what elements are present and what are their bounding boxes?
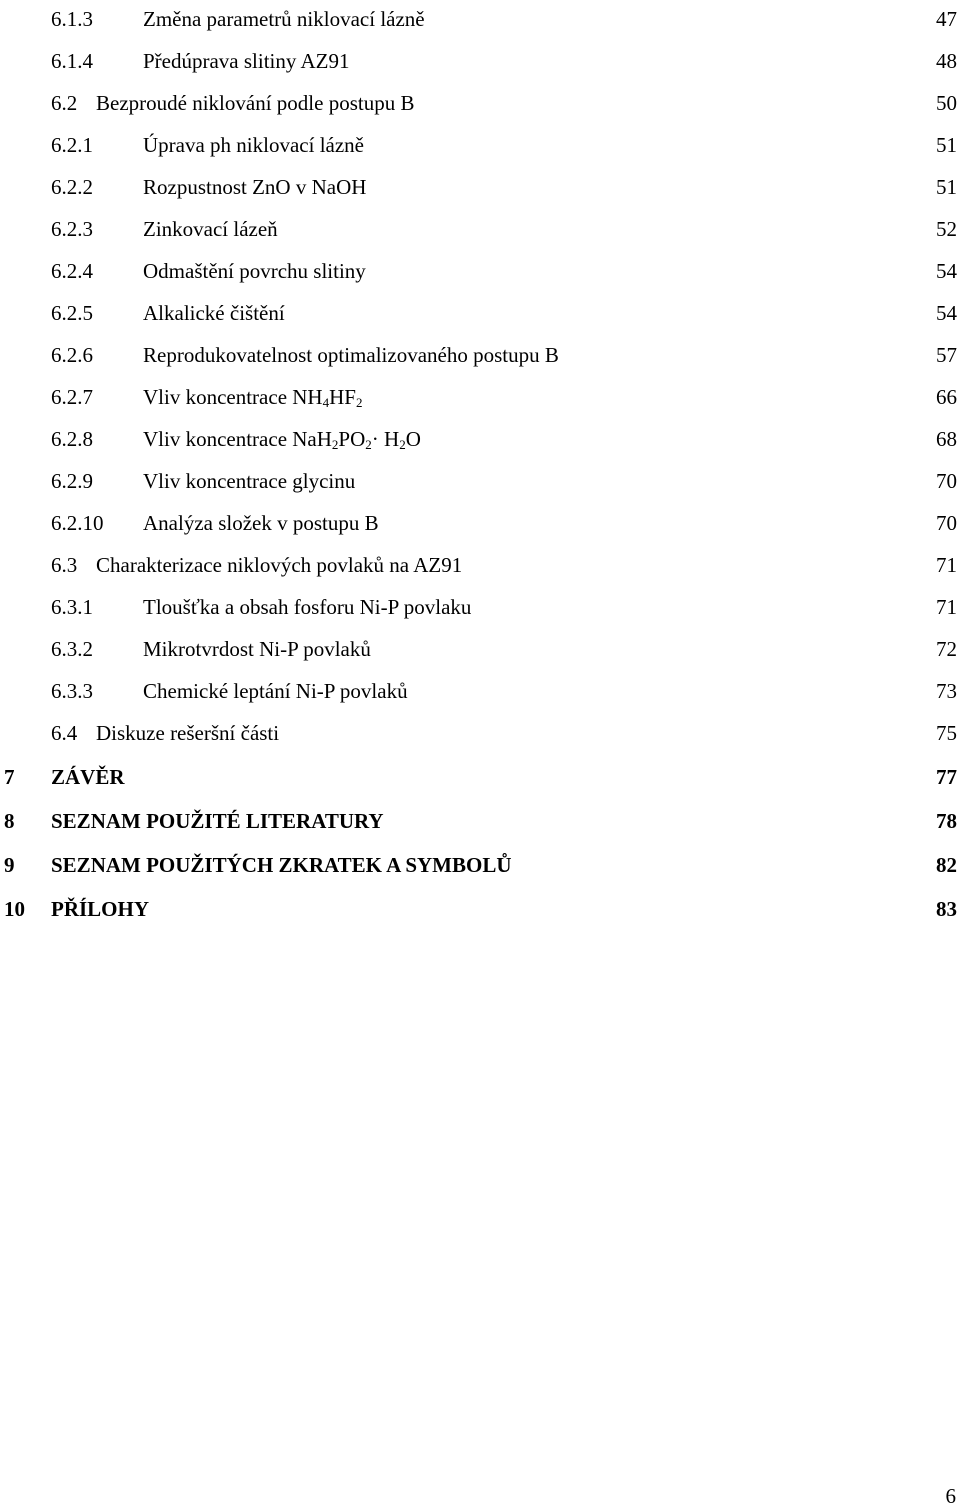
toc-entry[interactable] <box>0 676 957 706</box>
toc-entry-number: 6.3.2 <box>51 637 93 661</box>
toc-entry-page: 70 <box>936 469 957 493</box>
toc-entry-page: 57 <box>936 343 957 367</box>
toc-entry-page: 52 <box>936 217 957 241</box>
toc-entry[interactable] <box>0 806 957 836</box>
toc-entry-title: Reprodukovatelnost optimalizovaného postupu B <box>143 343 559 367</box>
toc-entry-title: Bezproudé niklování podle postupu B <box>96 91 415 115</box>
toc-entry-number: 6.3 <box>51 553 78 577</box>
toc-entry-page: 68 <box>936 427 957 451</box>
toc-entry-title: Odmaštění povrchu slitiny <box>143 259 366 283</box>
toc-entry-number: 6.1.3 <box>51 7 93 31</box>
toc-entry-title: Charakterizace niklových povlaků na AZ91 <box>96 553 463 577</box>
toc-entry-number: 6.2.5 <box>51 301 93 325</box>
toc-entry-title: Diskuze rešeršní části <box>96 721 280 745</box>
toc-entry[interactable] <box>0 550 957 580</box>
toc-entry-page: 70 <box>936 511 957 535</box>
toc-entry-title: Vliv koncentrace $NaH_2PO_2\cdot H_2O$ <box>143 427 421 452</box>
toc-entry-number: 6.2.1 <box>51 133 93 157</box>
toc-entry-number: 6.2.9 <box>51 469 93 493</box>
toc-entry-title: SEZNAM POUŽITÉ LITERATURY <box>51 809 384 833</box>
toc-entry-title: Chemické leptání Ni-P povlaků <box>143 679 408 703</box>
toc-entry-title: Tloušťka a obsah fosforu Ni-P povlaku <box>143 595 472 619</box>
toc-entry[interactable] <box>0 46 957 76</box>
toc-entry-title: Zinkovací lázeň <box>143 217 278 241</box>
toc-entry-title: Změna parametrů niklovací lázně <box>143 7 425 31</box>
toc-entry-page: 66 <box>936 385 957 409</box>
toc-entry-page: 77 <box>936 765 957 789</box>
toc-entry-title: Úprava ph niklovací lázně <box>143 133 364 157</box>
toc-entry-number: 7 <box>4 765 15 789</box>
toc-entry-title: Předúprava slitiny AZ91 <box>143 49 350 73</box>
toc-entry-number: 6.3.3 <box>51 679 93 703</box>
toc-entry[interactable] <box>0 214 957 244</box>
toc-entry[interactable] <box>0 88 957 118</box>
toc-entry-page: 51 <box>936 175 957 199</box>
toc-entry[interactable] <box>0 424 957 454</box>
toc-entry[interactable] <box>0 4 957 34</box>
toc-entry-page: 75 <box>936 721 957 745</box>
toc-entry-number: 6.2.10 <box>51 511 104 535</box>
toc-entry-number: 8 <box>4 809 15 833</box>
toc-entry[interactable] <box>0 298 957 328</box>
toc-entry-number: 6.4 <box>51 721 78 745</box>
toc-entry-page: 78 <box>936 809 957 833</box>
toc-entry[interactable] <box>0 634 957 664</box>
toc-entry-page: 71 <box>936 553 957 577</box>
toc-entry-number: 6.2.6 <box>51 343 93 367</box>
toc-entry-page: 51 <box>936 133 957 157</box>
toc-entry[interactable] <box>0 508 957 538</box>
page-number: 6 <box>945 1484 956 1508</box>
toc-entry-page: 71 <box>936 595 957 619</box>
toc-entry-page: 47 <box>936 7 957 31</box>
toc-entry-number: 10 <box>4 897 25 921</box>
toc-entry-title: Mikrotvrdost Ni-P povlaků <box>143 637 371 661</box>
toc-entry[interactable] <box>0 382 957 412</box>
toc-entry[interactable] <box>0 850 957 880</box>
toc-entry-page: 50 <box>936 91 957 115</box>
toc-entry-number: 6.2.4 <box>51 259 93 283</box>
toc-entry-page: 54 <box>936 301 957 325</box>
toc-entry[interactable] <box>0 592 957 622</box>
toc-entry-page: 83 <box>936 897 957 921</box>
toc-entry[interactable] <box>0 894 957 924</box>
toc-entry-number: 6.2.2 <box>51 175 93 199</box>
toc-entry-title: Analýza složek v postupu B <box>143 511 379 535</box>
toc-entry-page: 73 <box>936 679 957 703</box>
toc-entry-number: 6.2.7 <box>51 385 93 409</box>
toc-entry-page: 72 <box>936 637 957 661</box>
toc-entry-title: Vliv koncentrace glycinu <box>143 469 356 493</box>
toc-entry-number: 6.2 <box>51 91 78 115</box>
toc-entry-title: Vliv koncentrace $NH_4HF_2$ <box>143 385 363 410</box>
toc-entry-page: 82 <box>936 853 957 877</box>
toc-entry[interactable] <box>0 340 957 370</box>
toc-entry-title: Rozpustnost ZnO v NaOH <box>143 175 367 199</box>
toc-entry-number: 6.3.1 <box>51 595 93 619</box>
toc-entry[interactable] <box>0 130 957 160</box>
toc-entry-page: 54 <box>936 259 957 283</box>
toc-entry-title: SEZNAM POUŽITÝCH ZKRATEK A SYMBOLŮ <box>51 853 512 877</box>
toc-entry[interactable] <box>0 172 957 202</box>
toc-entry-number: 6.2.8 <box>51 427 93 451</box>
toc-entry-title: Alkalické čištění <box>143 301 285 325</box>
toc-entry-page: 48 <box>936 49 957 73</box>
toc-entry-number: 6.1.4 <box>51 49 93 73</box>
toc-entry[interactable] <box>0 762 957 792</box>
toc-entry-title: ZÁVĚR <box>51 765 125 789</box>
toc-entry[interactable] <box>0 718 957 748</box>
toc-entry-title: PŘÍLOHY <box>51 897 150 921</box>
toc-entry-number: 9 <box>4 853 15 877</box>
toc-entry[interactable] <box>0 466 957 496</box>
toc-entry-number: 6.2.3 <box>51 217 93 241</box>
toc-entry[interactable] <box>0 256 957 286</box>
